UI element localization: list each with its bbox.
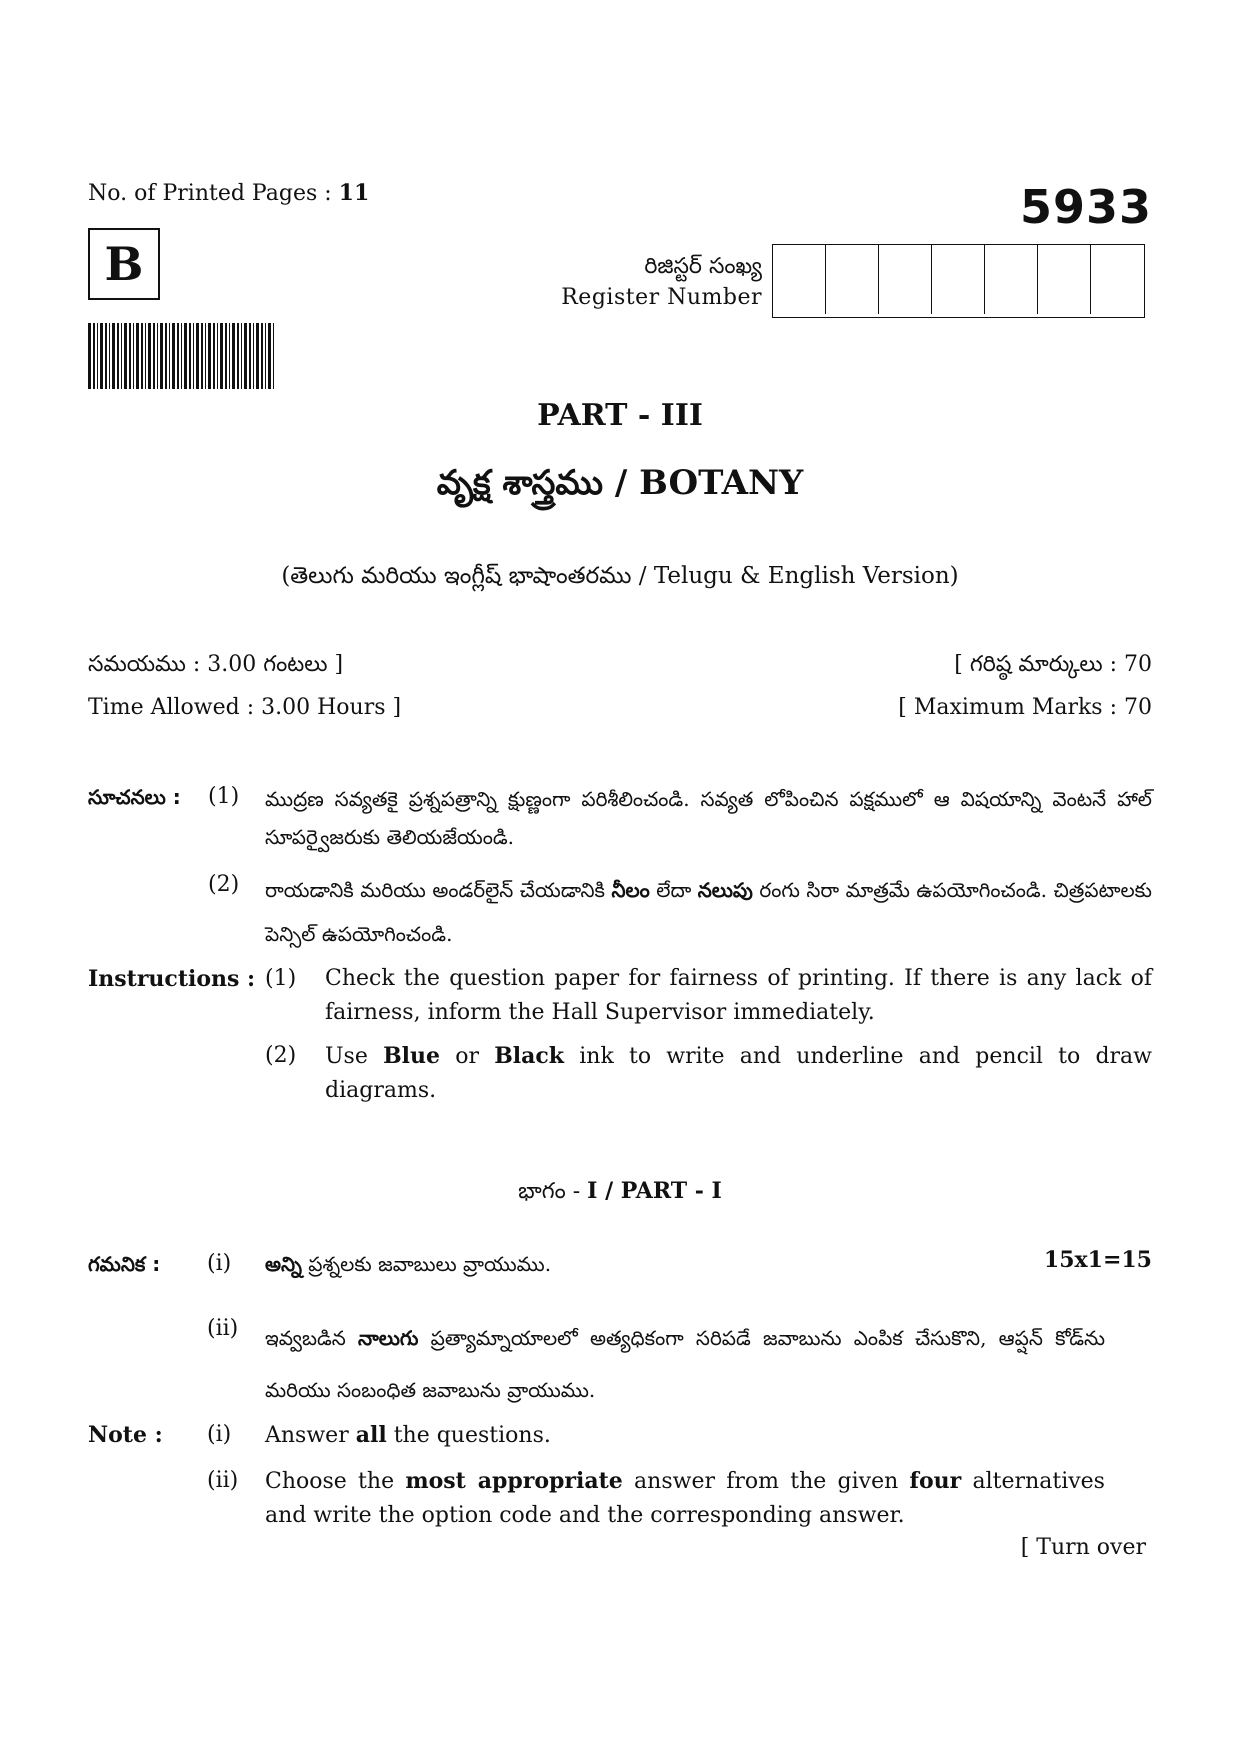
barcode-image bbox=[88, 323, 274, 389]
time-allowed: Time Allowed : 3.00 Hours ] bbox=[88, 695, 402, 720]
note-telugu-text: ఇవ్వబడిన నాలుగు ప్రత్యామ్నాయాలలో అత్యధికంగా సరిపడే జవాబును ఎంపిక చేసుకొని, ఆప్షన్ కోడ్‌ను మరియు సంబంధిత జవాబును వ్రాయుము. bbox=[265, 1326, 1105, 1402]
note-telugu-text: అన్ని ప్రశ్నలకు జవాబులు వ్రాయుము. bbox=[265, 1252, 552, 1276]
printed-pages-value: 11 bbox=[338, 180, 370, 206]
register-digit-box[interactable] bbox=[826, 245, 879, 314]
instruction-telugu-number: (1) bbox=[208, 784, 240, 809]
note-telugu-number: (ii) bbox=[207, 1316, 239, 1341]
note-english-number: (ii) bbox=[207, 1468, 239, 1493]
instruction-english-number: (2) bbox=[265, 1043, 297, 1068]
register-digit-box[interactable] bbox=[1038, 245, 1091, 314]
register-label-english: Register Number bbox=[561, 285, 762, 310]
register-number-grid[interactable] bbox=[772, 244, 1145, 318]
instruction-english-text: Check the question paper for fairness of printing. If there is any lack of fairness, inform the Hall Supervisor immediately. bbox=[325, 966, 1152, 1025]
note-telugu-label: గమనిక : bbox=[88, 1252, 161, 1276]
note-english-text: Answer all the questions. bbox=[265, 1422, 551, 1448]
note-english-text: Choose the most appropriate answer from the given four alternatives and write the option code and the corresponding answer. bbox=[265, 1468, 1105, 1528]
register-digit-box[interactable] bbox=[932, 245, 985, 314]
instructions-telugu-label: సూచనలు : bbox=[88, 785, 181, 809]
section-heading-telugu: భాగం - bbox=[518, 1179, 588, 1204]
printed-pages bbox=[88, 180, 369, 206]
register-label-telugu: రిజిస్టర్ సంఖ్య bbox=[644, 254, 762, 279]
instructions-english-label: Instructions : bbox=[88, 966, 256, 992]
max-marks: [ Maximum Marks : 70 bbox=[898, 695, 1152, 720]
paper-code: 5933 bbox=[1019, 180, 1152, 234]
printed-pages-label: No. of Printed Pages : bbox=[88, 181, 339, 206]
section-marks: 15x1=15 bbox=[1043, 1247, 1152, 1273]
note-telugu-number: (i) bbox=[207, 1251, 232, 1276]
note-english-label: Note : bbox=[88, 1422, 163, 1448]
register-digit-box[interactable] bbox=[773, 245, 826, 314]
section-heading bbox=[0, 1178, 1240, 1209]
turn-over: [ Turn over bbox=[1020, 1535, 1146, 1560]
instruction-telugu-text: రాయడానికి మరియు అండర్‌లైన్ చేయడానికి నీలం లేదా నలుపు రంగు సిరా మాత్రమే ఉపయోగించండి. చిత్రపటాలకు పెన్సిల్ ఉపయోగించండి. bbox=[265, 878, 1152, 946]
version-line: (తెలుగు మరియు ఇంగ్లీష్ భాషాంతరము / Telugu & English Version) bbox=[281, 563, 959, 589]
instruction-telugu-number: (2) bbox=[208, 872, 240, 897]
section-heading-english: I / PART - I bbox=[587, 1178, 722, 1204]
note-english-number: (i) bbox=[207, 1422, 232, 1447]
instruction-english-number: (1) bbox=[265, 966, 297, 991]
register-digit-box[interactable] bbox=[1091, 245, 1144, 314]
register-digit-box[interactable] bbox=[985, 245, 1038, 314]
subject-title: వృక్ష శాస్త్రము / BOTANY bbox=[436, 463, 804, 503]
max-marks-telugu: [ గరిష్ఠ మార్కులు : 70 bbox=[954, 652, 1152, 677]
time-telugu: సమయము : 3.00 గంటలు ] bbox=[88, 652, 344, 677]
register-digit-box[interactable] bbox=[879, 245, 932, 314]
instruction-telugu-text: ముద్రణ సవ్యతకై ప్రశ్నపత్రాన్ని క్షుణ్ణంగా పరిశీలించండి. సవ్యత లోపించిన పక్షములో ఆ విషయాన్ని వెంటనే హాల్ సూపర్వైజరుకు తెలియజేయండి. bbox=[265, 787, 1152, 849]
instruction-english-text: Use Blue or Black ink to write and underline and pencil to draw diagrams. bbox=[325, 1043, 1153, 1103]
part-title: PART - III bbox=[537, 398, 703, 433]
series-box: B bbox=[88, 228, 160, 300]
